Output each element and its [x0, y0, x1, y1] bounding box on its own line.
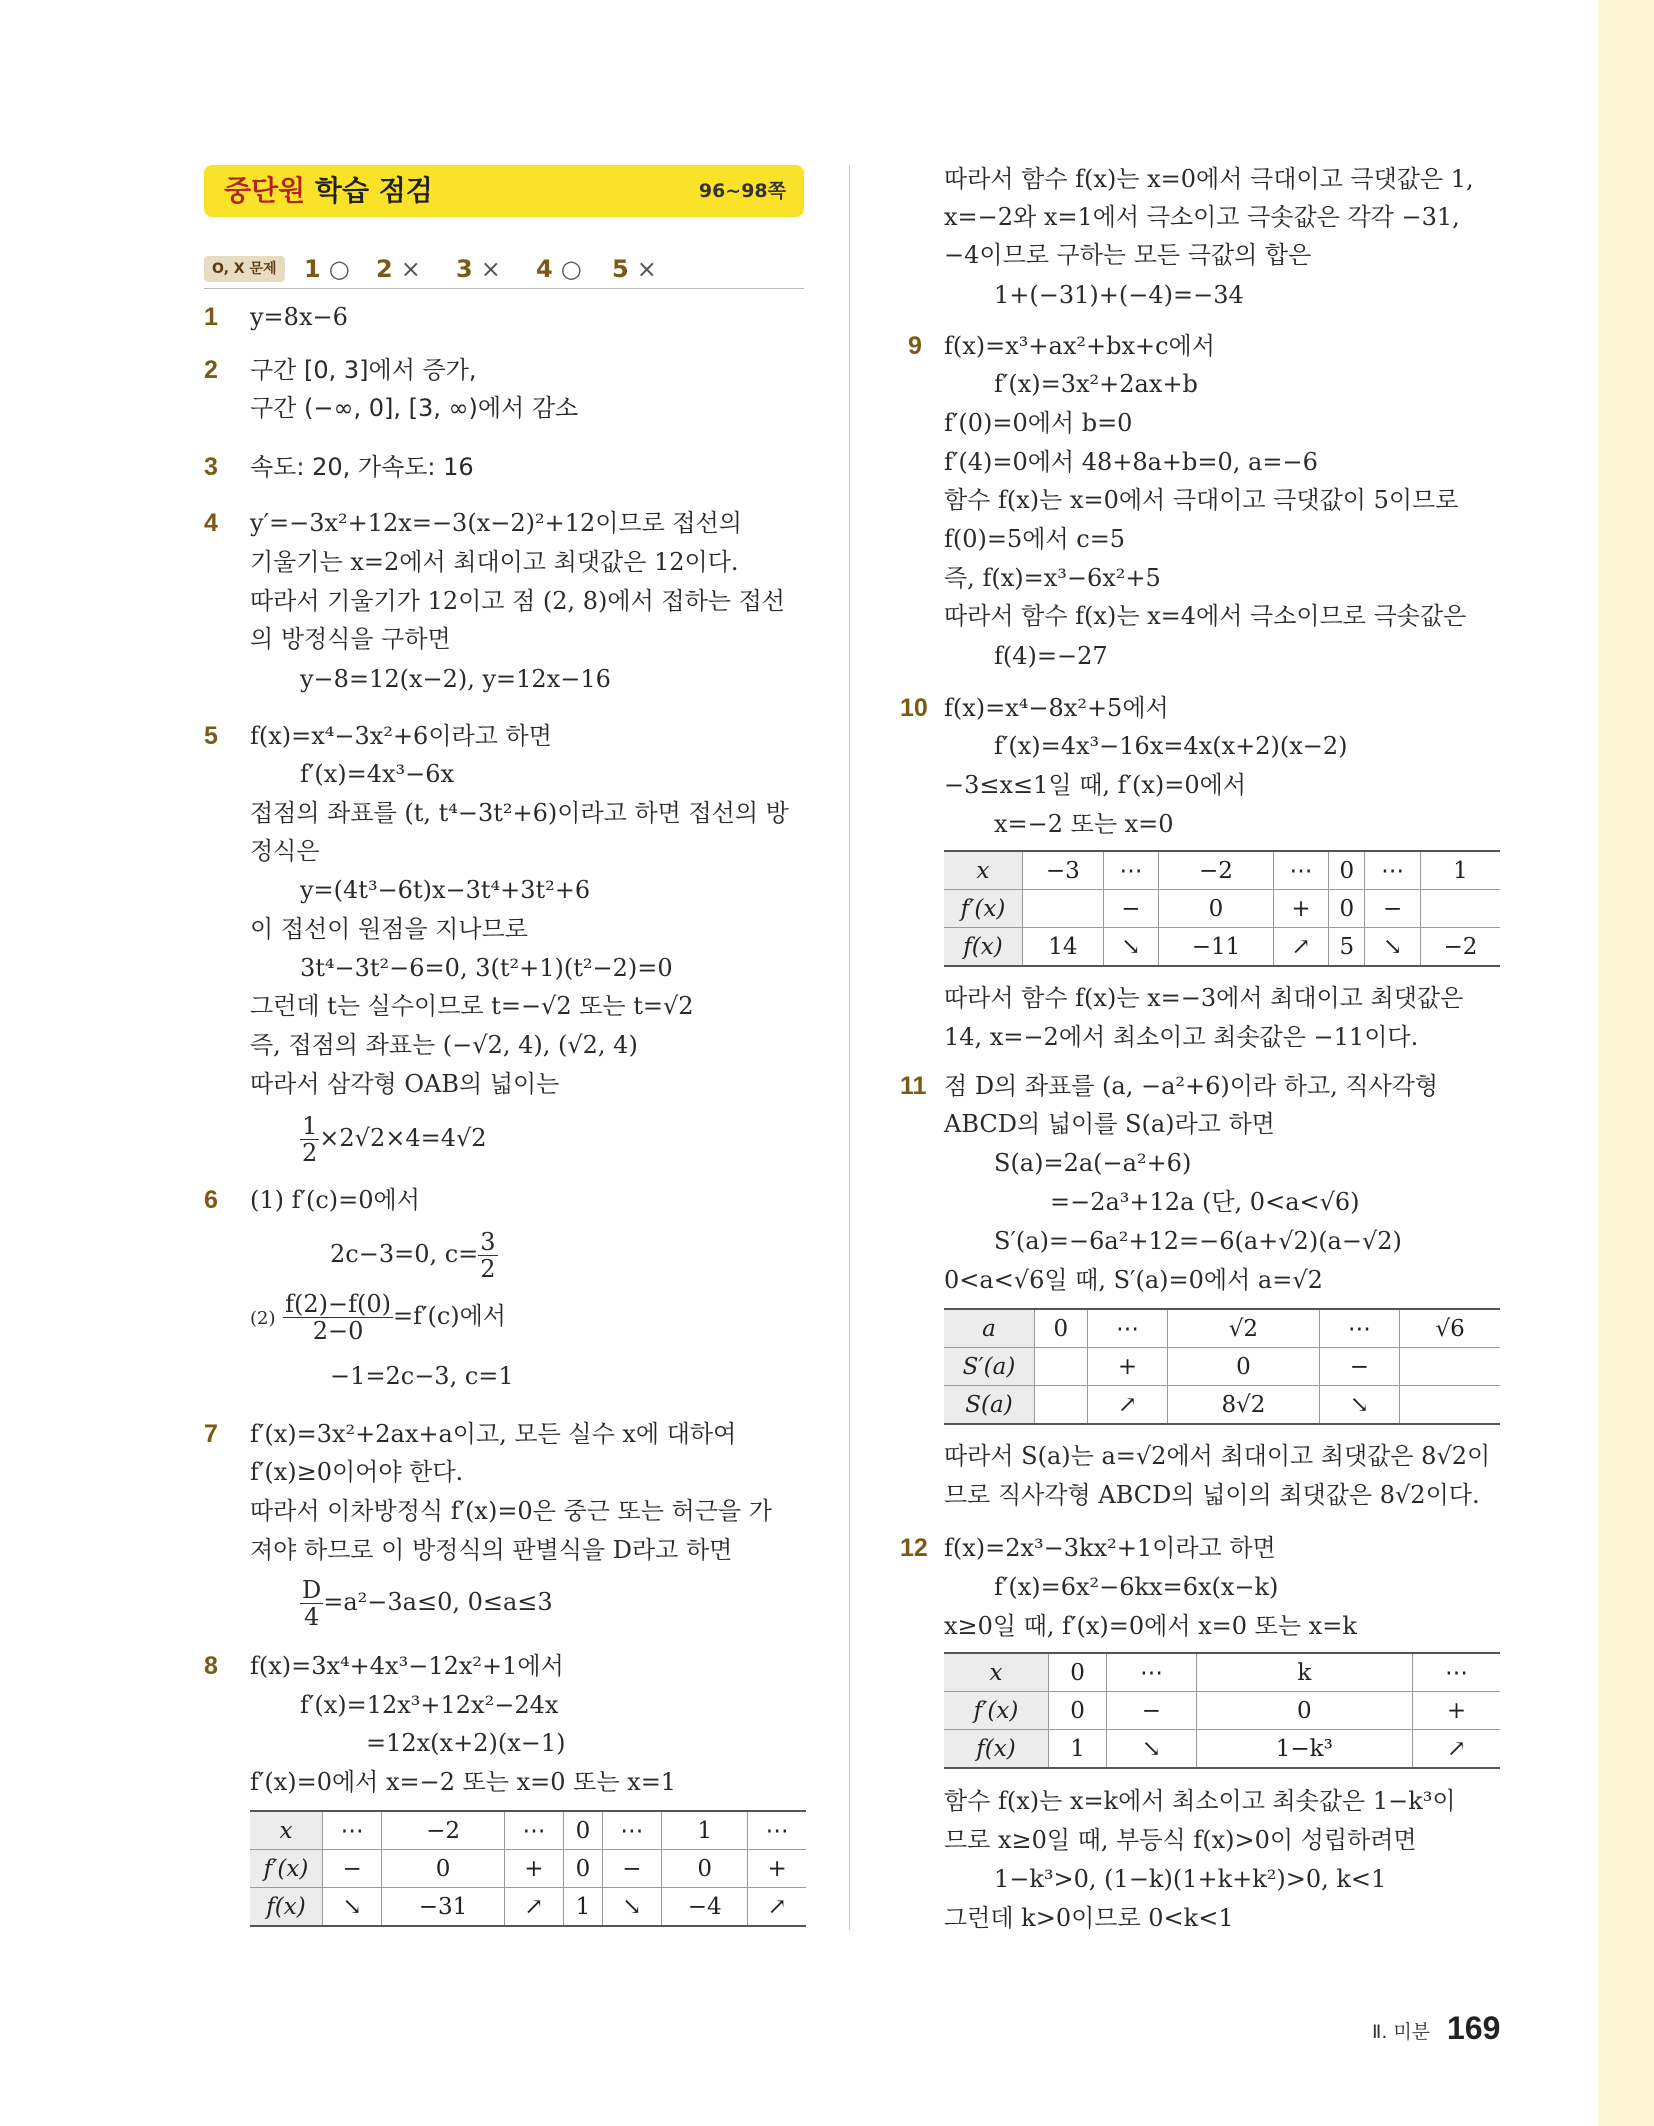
answer-line: 구간 (−∞, 0], [3, ∞)에서 감소	[250, 394, 579, 422]
table-cell	[1420, 890, 1500, 928]
answer-line: y′=−3x²+12x=−3(x−2)²+12이므로 접선의	[250, 509, 742, 537]
table-cell: −2	[382, 1811, 504, 1850]
table-cell: ⋯	[1103, 851, 1158, 890]
answer-line: 함수 f(x)는 x=k에서 최소이고 최솟값은 1−k³이	[944, 1787, 1456, 1815]
section-title: 중단원 학습 점검	[224, 174, 433, 207]
answer-line: x=−2와 x=1에서 극소이고 극솟값은 각각 −31,	[944, 203, 1460, 231]
ox-answers	[204, 254, 804, 289]
table-cell: ⋯	[1273, 851, 1328, 890]
table-cell: 1−k³	[1196, 1730, 1412, 1769]
table-cell: 1	[1420, 851, 1500, 890]
table-cell: 0	[382, 1850, 504, 1888]
table-cell: 0	[1049, 1692, 1107, 1730]
problem-number: 4	[204, 509, 218, 537]
answer-line: f′(x)=6x²−6kx=6x(x−k)	[994, 1573, 1279, 1601]
fraction: $\frac{1}{2}$	[302, 1112, 318, 1167]
table-cell: −	[1103, 890, 1158, 928]
answer-line: f(0)=5에서 c=5	[944, 525, 1126, 553]
answer-line: f(x)=x³+ax²+bx+c에서	[944, 332, 1215, 360]
answer-line: f′(x)=12x³+12x²−24x	[300, 1691, 559, 1719]
table-cell: 8√2	[1168, 1386, 1319, 1425]
answer-line: 즉, f(x)=x³−6x²+5	[944, 564, 1161, 592]
table-cell: ⋯	[602, 1811, 661, 1850]
table-cell: 14	[1023, 928, 1104, 967]
table-cell: −	[1319, 1348, 1400, 1386]
answer-line: 그런데 t는 실수이므로 t=−√2 또는 t=√2	[250, 992, 694, 1020]
answer-line: f(x)=x⁴−3x²+6이라고 하면	[250, 722, 552, 750]
answer-line: (1) f′(c)=0에서	[250, 1186, 420, 1214]
table-row	[944, 1730, 1500, 1769]
answer-line: 기울기는 x=2에서 최대이고 최댓값은 12이다.	[250, 548, 739, 576]
problem-number: 11	[900, 1072, 927, 1100]
variation-table	[250, 1810, 806, 1927]
table-cell: f′(x)	[944, 890, 1023, 928]
answer-line: f(x)=x⁴−8x²+5에서	[944, 694, 1169, 722]
table-cell: √2	[1168, 1309, 1319, 1348]
table-row	[944, 1348, 1500, 1386]
table-cell: x	[944, 851, 1023, 890]
table-row	[944, 851, 1500, 890]
table-cell: ⋯	[1365, 851, 1420, 890]
table-cell	[1400, 1386, 1500, 1425]
table-cell: 0	[564, 1811, 603, 1850]
table-cell: 1	[1049, 1730, 1107, 1769]
table-cell: −2	[1420, 928, 1500, 967]
table-cell: S(a)	[944, 1386, 1035, 1425]
table-cell: ↘	[602, 1888, 661, 1927]
answer-line: S′(a)=−6a²+12=−6(a+√2)(a−√2)	[994, 1227, 1402, 1255]
table-cell: 5	[1329, 928, 1365, 967]
answer-line: =−2a³+12a (단, 0<a<√6)	[1050, 1188, 1360, 1216]
table-cell: x	[944, 1653, 1049, 1692]
table-cell: ↗	[1087, 1386, 1168, 1425]
table-cell: f′(x)	[250, 1850, 323, 1888]
answer-line: 1+(−31)+(−4)=−34	[994, 281, 1244, 309]
table-row	[944, 928, 1500, 967]
table-cell: 0	[1329, 890, 1365, 928]
table-cell: ↘	[1107, 1730, 1196, 1769]
answer-line: y−8=12(x−2), y=12x−16	[300, 665, 611, 693]
table-cell: 0	[1035, 1309, 1088, 1348]
answer-line: y=8x−6	[250, 303, 348, 331]
table-cell: ↘	[1103, 928, 1158, 967]
variation-table	[944, 850, 1500, 967]
table-cell: ⋯	[1412, 1653, 1500, 1692]
answer-line: f(x)=3x⁴+4x³−12x²+1에서	[250, 1652, 564, 1680]
answer-line: f′(x)=0에서 x=−2 또는 x=0 또는 x=1	[250, 1768, 677, 1796]
ox-item: 2 ×	[376, 255, 421, 283]
table-cell: √6	[1400, 1309, 1500, 1348]
table-cell: −3	[1023, 851, 1104, 890]
answer-line: 따라서 이차방정식 f′(x)=0은 중근 또는 허근을 가	[250, 1497, 772, 1525]
ox-item: 4 ○	[536, 255, 582, 283]
table-cell: f′(x)	[944, 1692, 1049, 1730]
variation-table	[944, 1308, 1500, 1425]
answer-line: 그런데 k>0이므로 0<k<1	[944, 1904, 1234, 1932]
answer-line: −1=2c−3, c=1	[330, 1362, 514, 1390]
answer-line: f′(x)=3x²+2ax+b	[994, 370, 1198, 398]
answer-line: f′(x)≥0이어야 한다.	[250, 1458, 464, 1486]
table-row	[944, 1309, 1500, 1348]
table-cell	[1035, 1386, 1088, 1425]
table-row	[944, 890, 1500, 928]
table-cell: ⋯	[1319, 1309, 1400, 1348]
table-row	[250, 1811, 806, 1850]
ox-item: 3 ×	[456, 255, 501, 283]
table-cell: ↘	[1319, 1386, 1400, 1425]
table-cell	[1023, 890, 1104, 928]
table-cell: −	[1107, 1692, 1196, 1730]
answer-line: 따라서 기울기가 12이고 점 (2, 8)에서 접하는 접선	[250, 587, 785, 615]
answer-line: S(a)=2a(−a²+6)	[994, 1149, 1192, 1177]
table-cell: ⋯	[323, 1811, 382, 1850]
answer-line: x≥0일 때, f′(x)=0에서 x=0 또는 x=k	[944, 1612, 1357, 1640]
table-cell: ⋯	[504, 1811, 563, 1850]
table-cell	[1400, 1348, 1500, 1386]
table-cell: ↘	[323, 1888, 382, 1927]
table-cell: f(x)	[944, 1730, 1049, 1769]
problem-number: 2	[204, 356, 218, 384]
table-cell: ↗	[748, 1888, 806, 1927]
answer-line: 따라서 함수 f(x)는 x=4에서 극소이므로 극솟값은	[944, 602, 1467, 630]
answer-line: 구간 [0, 3]에서 증가,	[250, 356, 477, 384]
table-cell: −4	[662, 1888, 748, 1927]
answer-line: f′(4)=0에서 48+8a+b=0, a=−6	[944, 448, 1318, 476]
answer-line: 따라서 함수 f(x)는 x=−3에서 최대이고 최댓값은	[944, 984, 1464, 1012]
answer-line: −3≤x≤1일 때, f′(x)=0에서	[944, 771, 1246, 799]
table-cell: k	[1196, 1653, 1412, 1692]
answer-line: 1−k³>0, (1−k)(1+k+k²)>0, k<1	[994, 1865, 1387, 1893]
table-cell: −11	[1159, 928, 1274, 967]
table-cell: ⋯	[748, 1811, 806, 1850]
table-cell: a	[944, 1309, 1035, 1348]
answer-line: 져야 하므로 이 방정식의 판별식을 D라고 하면	[250, 1536, 733, 1564]
table-cell: ⋯	[1087, 1309, 1168, 1348]
table-cell: x	[250, 1811, 323, 1850]
fraction: $\frac{3}{2}$	[480, 1228, 496, 1283]
table-cell: −	[323, 1850, 382, 1888]
table-cell: −31	[382, 1888, 504, 1927]
answer-line: 따라서 S(a)는 a=√2에서 최대이고 최댓값은 8√2이	[944, 1442, 1491, 1470]
answer-line: y=(4t³−6t)x−3t⁴+3t²+6	[300, 876, 591, 904]
ox-badge: O, X 문제	[204, 256, 285, 282]
table-cell: 0	[662, 1850, 748, 1888]
problem-number: 10	[900, 694, 928, 722]
chapter-label: Ⅱ. 미분	[1372, 2021, 1431, 2043]
answer-line: 14, x=−2에서 최소이고 최솟값은 −11이다.	[944, 1023, 1419, 1051]
answer-line: x=−2 또는 x=0	[994, 810, 1174, 838]
answer-line: f′(x)=3x²+2ax+a이고, 모든 실수 x에 대하여	[250, 1420, 737, 1448]
problem-number: 5	[204, 722, 218, 750]
problem-number: 1	[204, 303, 218, 331]
table-row	[944, 1653, 1500, 1692]
answer-line: 0<a<√6일 때, S′(a)=0에서 a=√2	[944, 1266, 1323, 1294]
table-cell: ↗	[504, 1888, 563, 1927]
answer-line: 3t⁴−3t²−6=0, 3(t²+1)(t²−2)=0	[300, 954, 673, 982]
table-cell: −	[602, 1850, 661, 1888]
table-cell: ↗	[1412, 1730, 1500, 1769]
table-cell: +	[1412, 1692, 1500, 1730]
table-cell: 0	[1159, 890, 1274, 928]
answer-line: f′(0)=0에서 b=0	[944, 409, 1133, 437]
answer-line: 의 방정식을 구하면	[250, 625, 451, 653]
table-cell: +	[504, 1850, 563, 1888]
ox-item: 5 ×	[612, 255, 657, 283]
answer-line: 속도: 20, 가속도: 16	[250, 453, 474, 481]
answer-line: 따라서 삼각형 OAB의 넓이는	[250, 1070, 560, 1098]
table-cell: 0	[1196, 1692, 1412, 1730]
table-cell: S′(a)	[944, 1348, 1035, 1386]
table-row	[944, 1386, 1500, 1425]
table-row	[250, 1850, 806, 1888]
answer-line: ABCD의 넓이를 S(a)라고 하면	[944, 1110, 1275, 1138]
answer-line: f(4)=−27	[994, 642, 1108, 670]
section-header	[204, 165, 804, 217]
table-row	[944, 1692, 1500, 1730]
page-number: 169	[1447, 2010, 1501, 2046]
answer-line: 접점의 좌표를 (t, t⁴−3t²+6)이라고 하면 접선의 방	[250, 799, 789, 827]
answer-line: f′(x)=4x³−6x	[300, 760, 455, 788]
answer-line: $\frac{1}{2}$ ×2√2×4=4√2	[302, 1112, 487, 1167]
column-divider	[849, 165, 850, 1930]
table-cell: −	[1365, 890, 1420, 928]
answer-line: f(x)=2x³−3kx²+1이라고 하면	[944, 1534, 1276, 1562]
table-cell: −2	[1159, 851, 1274, 890]
answer-line: f′(x)=4x³−16x=4x(x+2)(x−2)	[994, 732, 1348, 760]
table-row	[250, 1888, 806, 1927]
variation-table	[944, 1652, 1500, 1769]
table-cell: 0	[1049, 1653, 1107, 1692]
table-cell: +	[1087, 1348, 1168, 1386]
answer-line: 므로 x≥0일 때, 부등식 f(x)>0이 성립하려면	[944, 1826, 1417, 1854]
table-cell: ↘	[1365, 928, 1420, 967]
answer-line: 이 접선이 원점을 지나므로	[250, 915, 528, 943]
table-cell	[1035, 1348, 1088, 1386]
problem-number: 8	[204, 1652, 218, 1680]
problem-number: 7	[204, 1420, 218, 1448]
table-cell: f(x)	[944, 928, 1023, 967]
table-cell: ⋯	[1107, 1653, 1196, 1692]
side-margin-strip	[1598, 0, 1654, 2126]
answer-line: 함수 f(x)는 x=0에서 극대이고 극댓값이 5이므로	[944, 486, 1459, 514]
answer-line: (2) $\frac{f(2)-f(0)}{2-0}$ =f′(c)에서	[250, 1290, 506, 1345]
table-cell: +	[748, 1850, 806, 1888]
ox-item: 1 ○	[304, 255, 350, 283]
answer-line: 정식은	[250, 837, 320, 865]
problem-number: 12	[900, 1534, 928, 1562]
table-cell: 1	[662, 1811, 748, 1850]
answer-line: −4이므로 구하는 모든 극값의 합은	[944, 241, 1312, 269]
fraction: $\frac{f(2)-f(0)}{2-0}$	[285, 1290, 392, 1345]
table-cell: 0	[564, 1850, 603, 1888]
table-cell: 1	[564, 1888, 603, 1927]
answer-line: 따라서 함수 f(x)는 x=0에서 극대이고 극댓값은 1,	[944, 165, 1474, 193]
answer-line: 2c−3=0, c= $\frac{3}{2}$	[330, 1228, 496, 1283]
problem-number: 6	[204, 1186, 218, 1214]
page-range: 96~98쪽	[698, 180, 786, 202]
answer-line: 므로 직사각형 ABCD의 넓이의 최댓값은 8√2이다.	[944, 1481, 1480, 1509]
table-cell: f(x)	[250, 1888, 323, 1927]
answer-line: 즉, 접점의 좌표는 (−√2, 4), (√2, 4)	[250, 1031, 638, 1059]
table-cell: +	[1273, 890, 1328, 928]
table-cell: ↗	[1273, 928, 1328, 967]
problem-number: 3	[204, 453, 218, 481]
answer-line: 점 D의 좌표를 (a, −a²+6)이라 하고, 직사각형	[944, 1072, 1439, 1100]
table-cell: 0	[1168, 1348, 1319, 1386]
answer-line: $\frac{D}{4}$ =a²−3a≤0, 0≤a≤3	[302, 1576, 553, 1631]
fraction: $\frac{D}{4}$	[302, 1576, 322, 1631]
table-cell: 0	[1329, 851, 1365, 890]
answer-line: =12x(x+2)(x−1)	[366, 1729, 566, 1757]
problem-number: 9	[908, 332, 922, 360]
